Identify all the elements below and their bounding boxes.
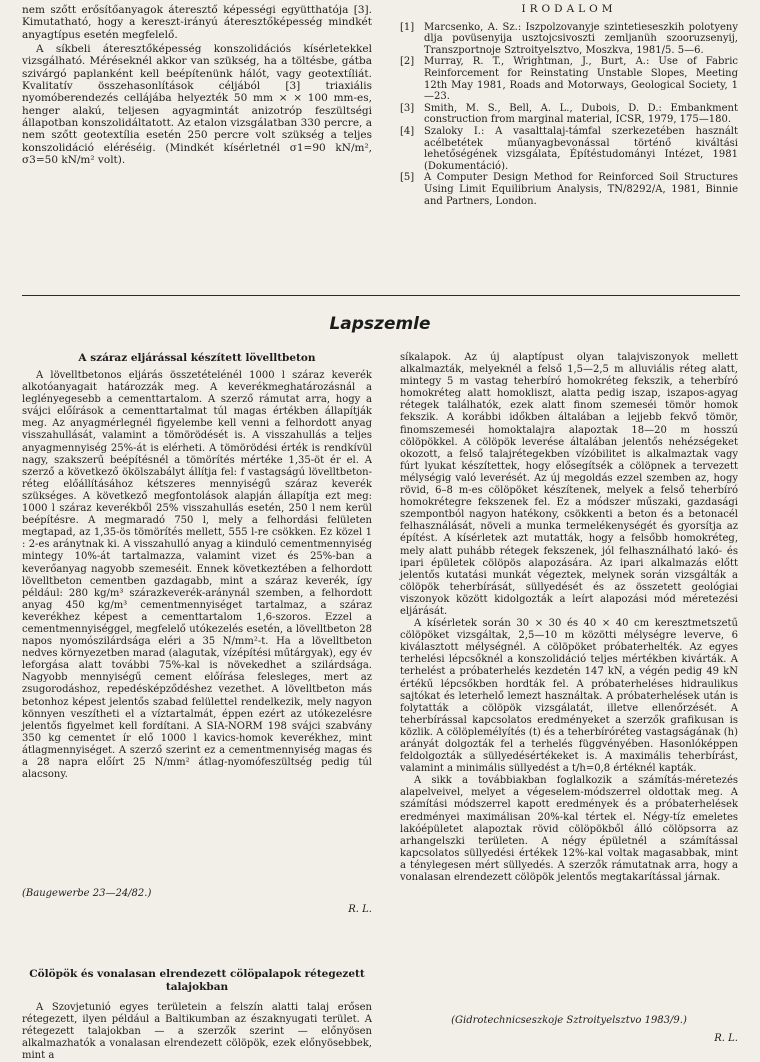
top-left-column	[22, 4, 372, 166]
author-initials: R. L.	[714, 1033, 738, 1044]
paragraph: A lövelltbetonos eljárás összetételénél 1000 l száraz keverék alkotóanyagait határozzák meg. A keverékmeghatározásnál a leglényegesebb a cementtartalom. A szerző rámutat arra, hogy a svájci előírások a cementtartalmat túl magas értékben állapítják meg. Az anyagmérlegnél figyelembe kell venni a felhordott anyag visszahullását, valamint a tömörödését is. A visszahullás a teljes anyagmennyiség 25%-át is elérheti. A tömörödési érték is rendkívül nagy, szakszerű beépítésnél a tömörítés mértéke 1,35-öt ér el. A szerző a következő ökölszabályt állítja fel: f vastagságú lövelltbeton-réteg előállításához kétszeres mennyiségű száraz keverék szükséges. A következő megfontolások alapján állapítja ezt meg: 1000 l száraz keverékből 25% visszahullás esetén, 250 l nem kerül beépítésre. A megmaradó 750 l, mely a felhordási felületen megtapad, az 1,35-ös tömörítés mellett, 555 l-re csökken. Ez közel 1 : 2-es aránytnak ki. A visszahulló anyag a kiinduló cementmennyiség mintegy 10%-át tartalmazza, valamint vizet és 25%-ban a keverőanyag nagyobb szemeséit. Ennek következtében a felhordott lövelltbeton cementben gazdagabb, mint a száraz keverék, így például: 280 kg/m³ szárazkeverék-aránynál szemben, a felhordott anyag 450 kg/m³ cementmennyiséget tartalmaz, a száraz keverékhez képest a cementtartalom 1,6-szoros. Ezzel a cementmennyiséggel, megfelelő utókezelés esetén, a lövelltbeton 28 napos nyomószilárdsága eléri a 35 N/mm²-t. Ha a lövelltbeton nedves környezetben marad (alagutak, vízépítési műtárgyak), egy év leforgása alatt további 75%-kal is növekedhet a szilárdsága. Nagyobb mennyiségű cement előírása felesleges, mert az zsugorodáshoz, repedésképződéshez vezethet. A lövelltbeton más betonhoz képest jelentős szabad felülettel rendelkezik, mely nagyon könnyen veszítheti el a víztartalmát, éppen ezért az utókezelésre jelentős figyelmet kell fordítani. A SIA-NORM 198 svájci szabvány 350 kg cementet ír elő 1000 l kavics-homok keverékhez, mint átlagmennyiséget. A szerző szerint ez a cementmennyiség magas és a 28 napra előírt 25 N/mm² átlag-nyomófeszültség pedig túl alacsony.	[22, 370, 372, 781]
reference-text: Smith, M. S., Bell, A. L., Dubois, D. D.: Embankment construction from marginal material, ICSR, 1979, 175—180.	[424, 102, 738, 126]
article-title: A száraz eljárással készített lövelltbeton	[78, 352, 316, 364]
reference-text: A Computer Design Method for Reinforced Soil Structures Using Limit Equilibrium Analysis, TN/8292/A, 1981, Binnie and Partners, London.	[424, 172, 738, 207]
reference-item	[400, 103, 738, 126]
article-body	[22, 1002, 372, 1062]
section-title: Lapszemle	[329, 314, 431, 334]
author-initials: R. L.	[348, 904, 372, 915]
article-source: (Gidrotechnicseszkoje Sztroityelsztvo 1983/9.)	[451, 1015, 687, 1026]
reference-text: Murray, R. T., Wrightman, J., Burt, A.: Use of Fabric Reinforcement for Reinstating Unstable Slopes, Meeting 12th May 1981, Roads and Motorways, Geological Society, 1—23.	[424, 56, 738, 103]
paragraph: A Szovjetunió egyes területein a felszín alatti talaj erősen rétegezett, ilyen például a Baltikumban az északnyugati terület. A rétegezett talajokban — a szerzők szerint — előnyösen alkalmazhatók a vonalasan elrendezett cölöpök, ezek előnyösebbek, mint a	[22, 1002, 372, 1062]
article-source: (Baugewerbe 23—24/82.)	[22, 888, 152, 899]
references-heading: IRODALOM	[521, 3, 617, 15]
reference-text: Marcsenko, A. Sz.: Iszpolzovanyje szintetieseszkih polotyeny dlja povüsenyija usztojcsivoszti zemljanüh szooruzsenyij, Transzportnoje Sztroityelsztvo, Moszkva, 1981/5. 5—6.	[424, 21, 738, 56]
reference-item	[400, 56, 738, 102]
reference-number: [2]	[400, 56, 415, 68]
reference-item	[400, 22, 738, 57]
paragraph: A sikk a továbbiakban foglalkozik a számítás-méretezés alapelveivel, melyet a végeselem-módszerrel oldottak meg. A számítási módszerrel kapott eredmények és a próbaterhelések eredményei maximálisan 20%-kal tértek el. Négy-tíz emeletes lakóépületet alapoztak rövid cölöpökből álló cölöpsorra az arhangelszki területen. A négy épületnél a számítással kapcsolatos süllyedési értékek 12%-kal voltak magasabbak, mint a ténylegesen mért süllyedés. A szerzők rámutatnak arra, hogy a vonalasan elrendezett cölöpök jelentős megtakarítással járnak.	[400, 775, 738, 884]
article-title: Cölöpök és vonalasan elrendezett cölöpalapok rétegezett talajokban	[29, 968, 365, 993]
reference-number: [5]	[400, 172, 415, 184]
paragraph: A kísérletek során 30 × 30 és 40 × 40 cm keresztmetszetű cölöpöket vizsgáltak, 2,5—10 m közötti mélységre leverve, 6 kiválasztott mélységnél. A cölöpöket próbaterhelték. Az egyes terhelési lépcsőknél a konszolidáció teljes mértékben kivárták. A terhelést a próbaterhelés kezdetén 147 kN, a végén pedig 49 kN értékű lépcsőkben hordták fel. A próbaterheléses hidraulikus sajtókat és leterhelő lemezt használtak. A próbaterhelések után is folytatták a cölöpök vizsgálatát, illetve ellenőrzését. A teherbírással kapcsolatos eredményeket a szerzők grafikusan is közlik. A cölöplemélyítés (t) és a teherbíróréteg vastagságának (h) arányát dolgozták fel a terhelés függvényében. Hasonlóképpen feldolgozták a süllyedésértékeket is. A maximális teherbírást, valamint a minimális süllyedést a t/h=0,8 értéknél kapták.	[400, 618, 738, 775]
reference-number: [1]	[400, 21, 415, 33]
reference-text: Szaloky I.: A vasalttalaj-támfal szerkezetében használt acélbetétek műanyagbevonással történő kiváltási lehetőségének vizsgálata, Építéstudományi Intézet, 1981 (Dokumentáció).	[424, 125, 738, 172]
references	[400, 4, 738, 207]
section-divider	[22, 295, 740, 296]
reference-number: [3]	[400, 102, 415, 114]
reference-item	[400, 172, 738, 207]
paragraph: nem szőtt erősítőanyagok áteresztő képességi együtthatója [3]. Kimutatható, hogy a kereszt-irányú áteresztőképesség mindkét anyagtípus esetén megfelelő.	[22, 4, 372, 41]
reference-item	[400, 126, 738, 172]
reference-number: [4]	[400, 125, 415, 137]
paragraph: A síkbeli áteresztőképesség konszolidációs kísérletekkel vizsgálható. Méréseknél akkor van szükség, ha a töltésbe, gátba szivárgó paplanként kell beépítenünk hálót, vagy geotextíliát. Kvalitatív összehasonlítások céljából [3] triaxiális nyomóberendezés cellájába helyezték 50 mm × × 100 mm-es, henger alakú, teljesen agyagmintát anizotróp feszültségi állapotban konszolidáltatott. Az etalon vizsgálatban 330 percre, a nem szőtt geotextília esetén 250 percre volt szükség a teljes konszolidáció eléréséig. (Mindkét kísérletnél σ1=90 kN/m², σ3=50 kN/m² volt).	[22, 43, 372, 167]
article-body	[22, 370, 372, 781]
right-column	[400, 352, 738, 884]
paragraph: síkalapok. Az új alaptípust olyan talajviszonyok mellett alkalmazták, melyeknél a felső 1,5—2,5 m alluviális réteg alatt, mintegy 5 m vastag teherbíró homokréteg fekszik, a teherbíró homokréteg alatt homokliszt, alatta pedig iszap, iszapos-agyag rétegek találhatók, ezek alatt finom szemeséi tömör homok fekszik. A korábbi időkben általában a lejjebb fekvő tömör, finomszemeséi homoktalajra alapoztak 18—20 m hosszú cölöpökkel. A cölöpök leverése általában jelentős nehézségeket okozott, a felső talajrétegekben vízóbilitet is alkalmaztak vagy fúrt lyukat készítettek, hogy elősegítsék a cölöpnek a tervezett mélységig való leverését. Az új megoldás ezzel szemben az, hogy rövid, 6–8 m-es cölöpöket készítenek, melyek a felső teherbíró homokrétegre fekszenek fel. Ez a módszer műszaki, gazdasági szempontból nagyon hatékony, csökkenti a beton és a betonacél felhasználását, növeli a munka termelékenységét és gyorsítja az építést. A kísérletek azt mutatták, hogy a felsőbb homokréteg, mely alatt puhább rétegek fekszenek, jól felhasználható lakó- és ipari épületek cölöpös alapozására. Az ipari alkalmazás előtt jelentős kutatási munkát végeztek, melynek során vizsgálták a cölöpök teherbírását, süllyedését és az összetett geológiai viszonyok között kidolgozták a leírt alapozási mód méretezési eljárását.	[400, 352, 738, 617]
